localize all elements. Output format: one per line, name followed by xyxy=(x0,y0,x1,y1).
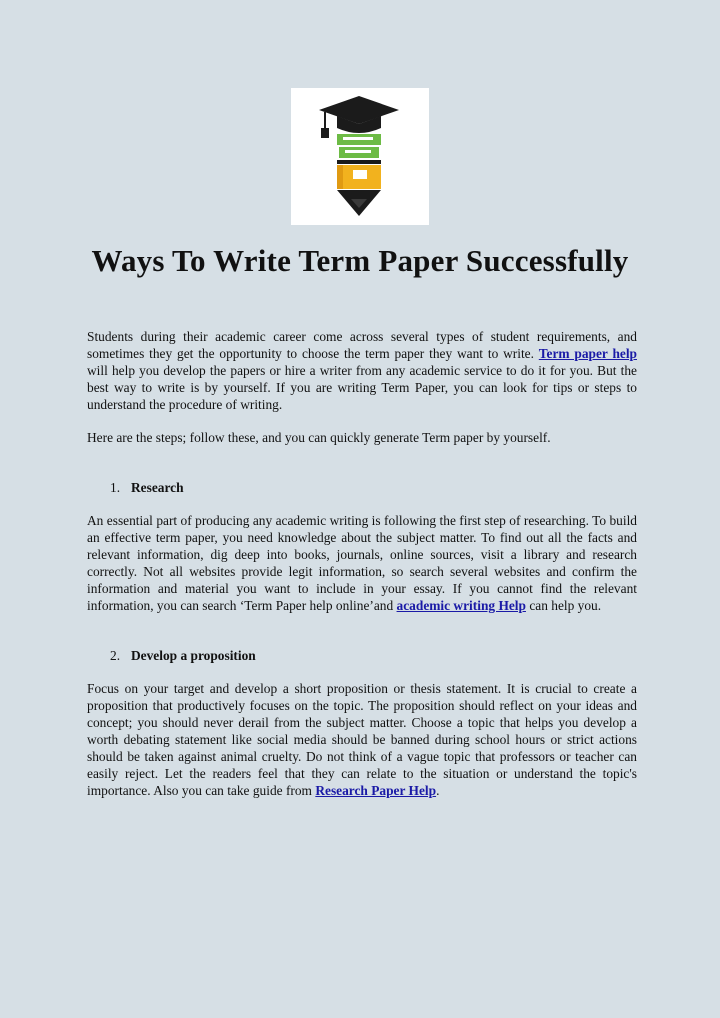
proposition-text-start: Focus on your target and develop a short proposition or thesis statement. It is crucial to create a proposition that productively focuses on the topic. The proposition should reflect on your ideas and concept; you should never derail from the subject matter. Choose a topic that helps you develop a worth debating statement like social media should be banned during school hours or strict actions should be taken against animal cruelty. Do not think of a vague topic that professors or teacher can easily reject. Let the readers feel that they can relate to the situation or understand the topic's importance. Also you can take guide from xyxy=(87,681,637,798)
term-paper-help-link[interactable]: Term paper help xyxy=(538,346,637,361)
intro-paragraph xyxy=(87,328,637,413)
document-body xyxy=(87,328,637,799)
page-title: Ways To Write Term Paper Successfully xyxy=(91,243,629,278)
proposition-text-end: . xyxy=(436,783,440,798)
research-paragraph xyxy=(87,512,637,614)
step-number: 1. xyxy=(110,480,121,495)
step-heading-proposition xyxy=(87,647,637,664)
intro-text-end: will help you develop the papers or hire a writer from any academic service to do it for you. But the best way to write is by yourself. If you are writing Term Paper, you can look for tips or steps to understand the procedure of writing. xyxy=(87,363,637,412)
step-title: Develop a proposition xyxy=(131,648,256,663)
research-text-end: can help you. xyxy=(525,598,602,613)
graduation-cap-pencil-icon xyxy=(291,88,429,225)
steps-intro: Here are the steps; follow these, and you can quickly generate Term paper by yourself. xyxy=(87,430,551,445)
academic-writing-help-link[interactable]: academic writing Help xyxy=(396,598,526,613)
logo xyxy=(291,88,429,225)
research-text-start: An essential part of producing any academic writing is following the first step of researching. To build an effective term paper, you need knowledge about the subject matter. To find out all the facts and relevant information, dig deep into books, journals, online sources, visit a library and research correctly. Not all websites provide legit information, so search several websites and confirm the information and material you want to include in your essay. If you cannot find the relevant information, you can search ‘Term Paper help online’and xyxy=(87,513,637,613)
intro-text-start: Students during their academic career come across several types of student requirements, and sometimes they get the opportunity to choose the term paper they want to write. xyxy=(87,329,637,361)
research-paper-help-link[interactable]: Research Paper Help xyxy=(315,783,437,798)
step-heading-research xyxy=(87,479,637,496)
proposition-paragraph xyxy=(87,680,637,799)
step-number: 2. xyxy=(110,648,121,663)
step-title: Research xyxy=(131,480,184,495)
